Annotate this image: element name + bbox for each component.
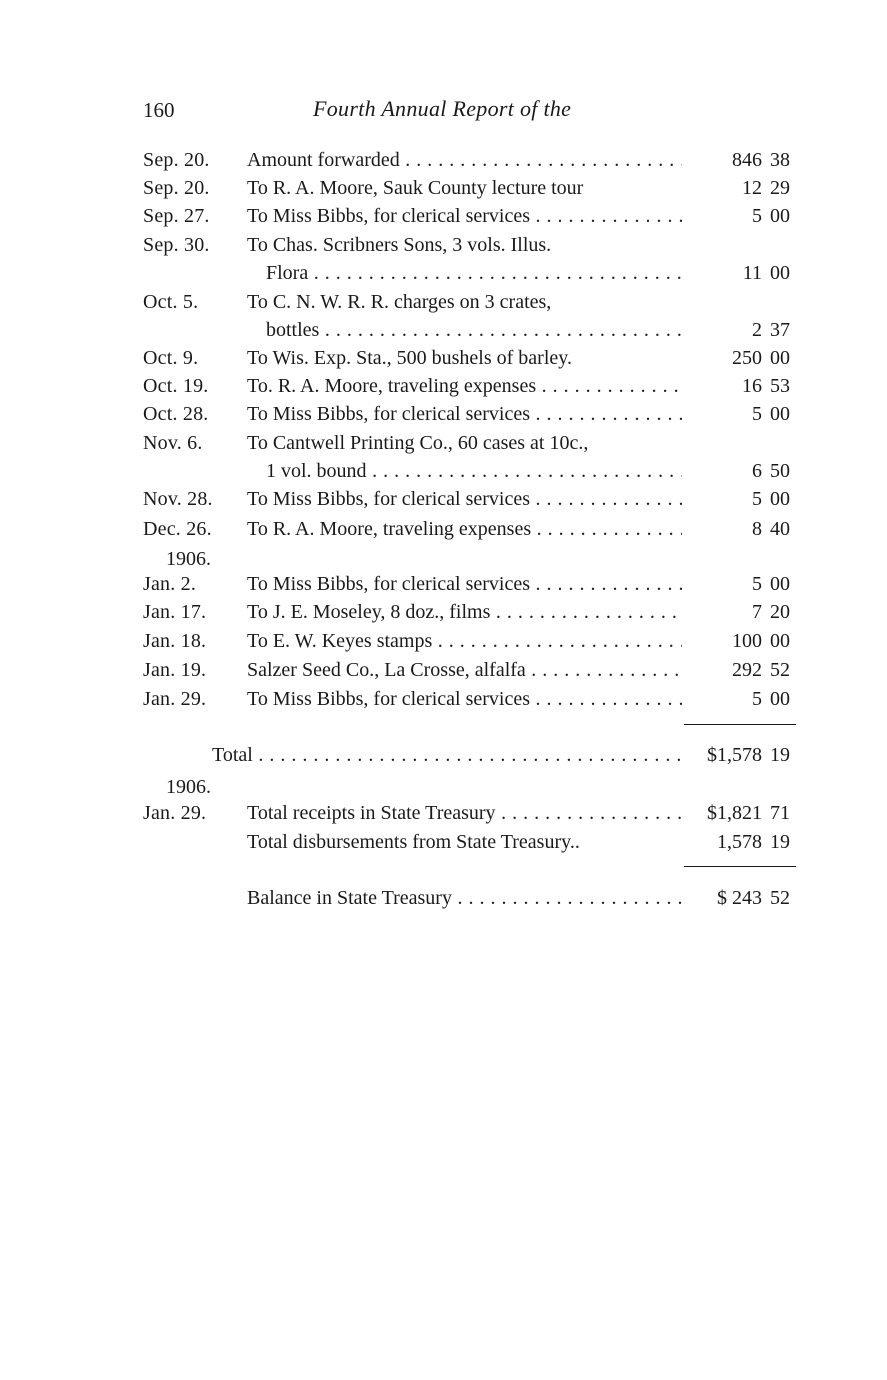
disbursements-label: Total disbursements from State Treasury.. (247, 831, 580, 853)
entry-dollars: 5 (752, 488, 762, 510)
entry-cents: 53 (770, 375, 790, 397)
receipts-label: Total receipts in State Treasury . . . (247, 799, 682, 827)
entry-cents: 00 (770, 262, 790, 284)
ledger-row (0, 515, 887, 543)
ledger-row (0, 570, 887, 598)
ledger-row (0, 485, 887, 513)
entry-dollars: 5 (752, 403, 762, 425)
balance-dollars: $ 243 (717, 887, 762, 909)
ledger-row (0, 288, 887, 316)
entry-date: Jan. 29. (143, 688, 207, 710)
entry-dollars: 5 (752, 573, 762, 595)
total-label: Total . . . (212, 741, 682, 769)
entry-date: Jan. 18. (143, 630, 207, 652)
ledger-row (0, 202, 887, 230)
entry-description: To. R. A. Moore, traveling expenses . . . (247, 372, 682, 400)
ledger-row (0, 372, 887, 400)
ledger-row-continuation (0, 259, 887, 287)
entry-description: To Chas. Scribners Sons, 3 vols. Illus. (247, 234, 552, 256)
running-title: Fourth Annual Report of the (313, 96, 572, 121)
entry-dollars: 12 (742, 177, 762, 199)
entry-description: Salzer Seed Co., La Crosse, alfalfa . . . (247, 656, 682, 684)
entry-dollars: 250 (732, 347, 762, 369)
entry-cents: 50 (770, 460, 790, 482)
entry-dollars: 16 (742, 375, 762, 397)
entry-description: To R. A. Moore, Sauk County lecture tour (247, 177, 584, 199)
entry-description: To Miss Bibbs, for clerical services . . . (247, 202, 682, 230)
ledger-row (0, 231, 887, 259)
balance-cents: 52 (770, 887, 790, 909)
year-heading: 1906. (166, 548, 211, 570)
ledger-row (0, 174, 887, 202)
year-heading: 1906. (166, 776, 211, 798)
entry-cents: 29 (770, 177, 790, 199)
entry-dollars: 2 (752, 319, 762, 341)
entry-description: To Miss Bibbs, for clerical services . . . (247, 570, 682, 598)
entry-date: Oct. 9. (143, 347, 199, 369)
receipts-dollars: $1,821 (707, 802, 762, 824)
entry-cents: 37 (770, 319, 790, 341)
entry-dollars: 5 (752, 205, 762, 227)
entry-description-continued: 1 vol. bound . . . (266, 457, 682, 485)
receipts-row (0, 799, 887, 827)
total-row (0, 741, 887, 769)
entry-dollars: 100 (732, 630, 762, 652)
entry-description: To Miss Bibbs, for clerical services . . . (247, 485, 682, 513)
entry-cents: 00 (770, 347, 790, 369)
entry-dollars: 8 (752, 518, 762, 540)
entry-description: To Wis. Exp. Sta., 500 bushels of barley. (247, 347, 572, 369)
total-rule (684, 724, 796, 725)
entry-date: Nov. 28. (143, 488, 213, 510)
entry-description: To Miss Bibbs, for clerical services . . . (247, 400, 682, 428)
page-number: 160 (143, 98, 175, 122)
entry-date: Oct. 19. (143, 375, 209, 397)
entry-dollars: 5 (752, 688, 762, 710)
ledger-row (0, 656, 887, 684)
ledger-row (0, 344, 887, 372)
entry-cents: 00 (770, 205, 790, 227)
entry-cents: 52 (770, 659, 790, 681)
balance-row (0, 884, 887, 912)
entry-cents: 00 (770, 688, 790, 710)
entry-date: Jan. 29. (143, 802, 207, 824)
disbursements-row (0, 828, 887, 856)
entry-cents: 00 (770, 573, 790, 595)
disbursements-cents: 19 (770, 831, 790, 853)
ledger-row (0, 146, 887, 174)
ledger-row (0, 429, 887, 457)
entry-description: To R. A. Moore, traveling expenses . . . (247, 515, 682, 543)
entry-cents: 38 (770, 149, 790, 171)
entry-description: Amount forwarded . . . (247, 146, 682, 174)
entry-description: To E. W. Keyes stamps . . . (247, 627, 682, 655)
entry-cents: 00 (770, 488, 790, 510)
entry-date: Oct. 28. (143, 403, 209, 425)
entry-date: Sep. 30. (143, 234, 210, 256)
entry-description-continued: bottles . . . (266, 316, 682, 344)
ledger-row-continuation (0, 316, 887, 344)
entry-date: Jan. 17. (143, 601, 207, 623)
entry-cents: 00 (770, 403, 790, 425)
entry-cents: 00 (770, 630, 790, 652)
entry-dollars: 7 (752, 601, 762, 623)
entry-description: To Cantwell Printing Co., 60 cases at 10c., (247, 432, 589, 454)
entry-description: To C. N. W. R. R. charges on 3 crates, (247, 291, 552, 313)
total-dollars: $1,578 (707, 744, 762, 766)
entry-description-continued: Flora . . . (266, 259, 682, 287)
ledger-row (0, 627, 887, 655)
ledger-row (0, 400, 887, 428)
entry-dollars: 11 (742, 262, 762, 284)
total-cents: 19 (770, 744, 790, 766)
balance-label: Balance in State Treasury . . . (247, 884, 682, 912)
entry-cents: 40 (770, 518, 790, 540)
disbursements-dollars: 1,578 (717, 831, 762, 853)
entry-date: Sep. 20. (143, 177, 210, 199)
balance-rule (684, 866, 796, 867)
entry-dollars: 846 (732, 149, 762, 171)
entry-date: Sep. 27. (143, 205, 210, 227)
ledger-row-continuation (0, 457, 887, 485)
entry-dollars: 292 (732, 659, 762, 681)
receipts-cents: 71 (770, 802, 790, 824)
entry-date: Dec. 26. (143, 518, 212, 540)
entry-date: Nov. 6. (143, 432, 203, 454)
ledger-row (0, 685, 887, 713)
entry-dollars: 6 (752, 460, 762, 482)
entry-date: Jan. 19. (143, 659, 207, 681)
entry-description: To Miss Bibbs, for clerical services . . . (247, 685, 682, 713)
entry-date: Jan. 2. (143, 573, 197, 595)
entry-cents: 20 (770, 601, 790, 623)
entry-date: Sep. 20. (143, 149, 210, 171)
entry-date: Oct. 5. (143, 291, 199, 313)
entry-description: To J. E. Moseley, 8 doz., films . . . (247, 598, 682, 626)
ledger-row (0, 598, 887, 626)
